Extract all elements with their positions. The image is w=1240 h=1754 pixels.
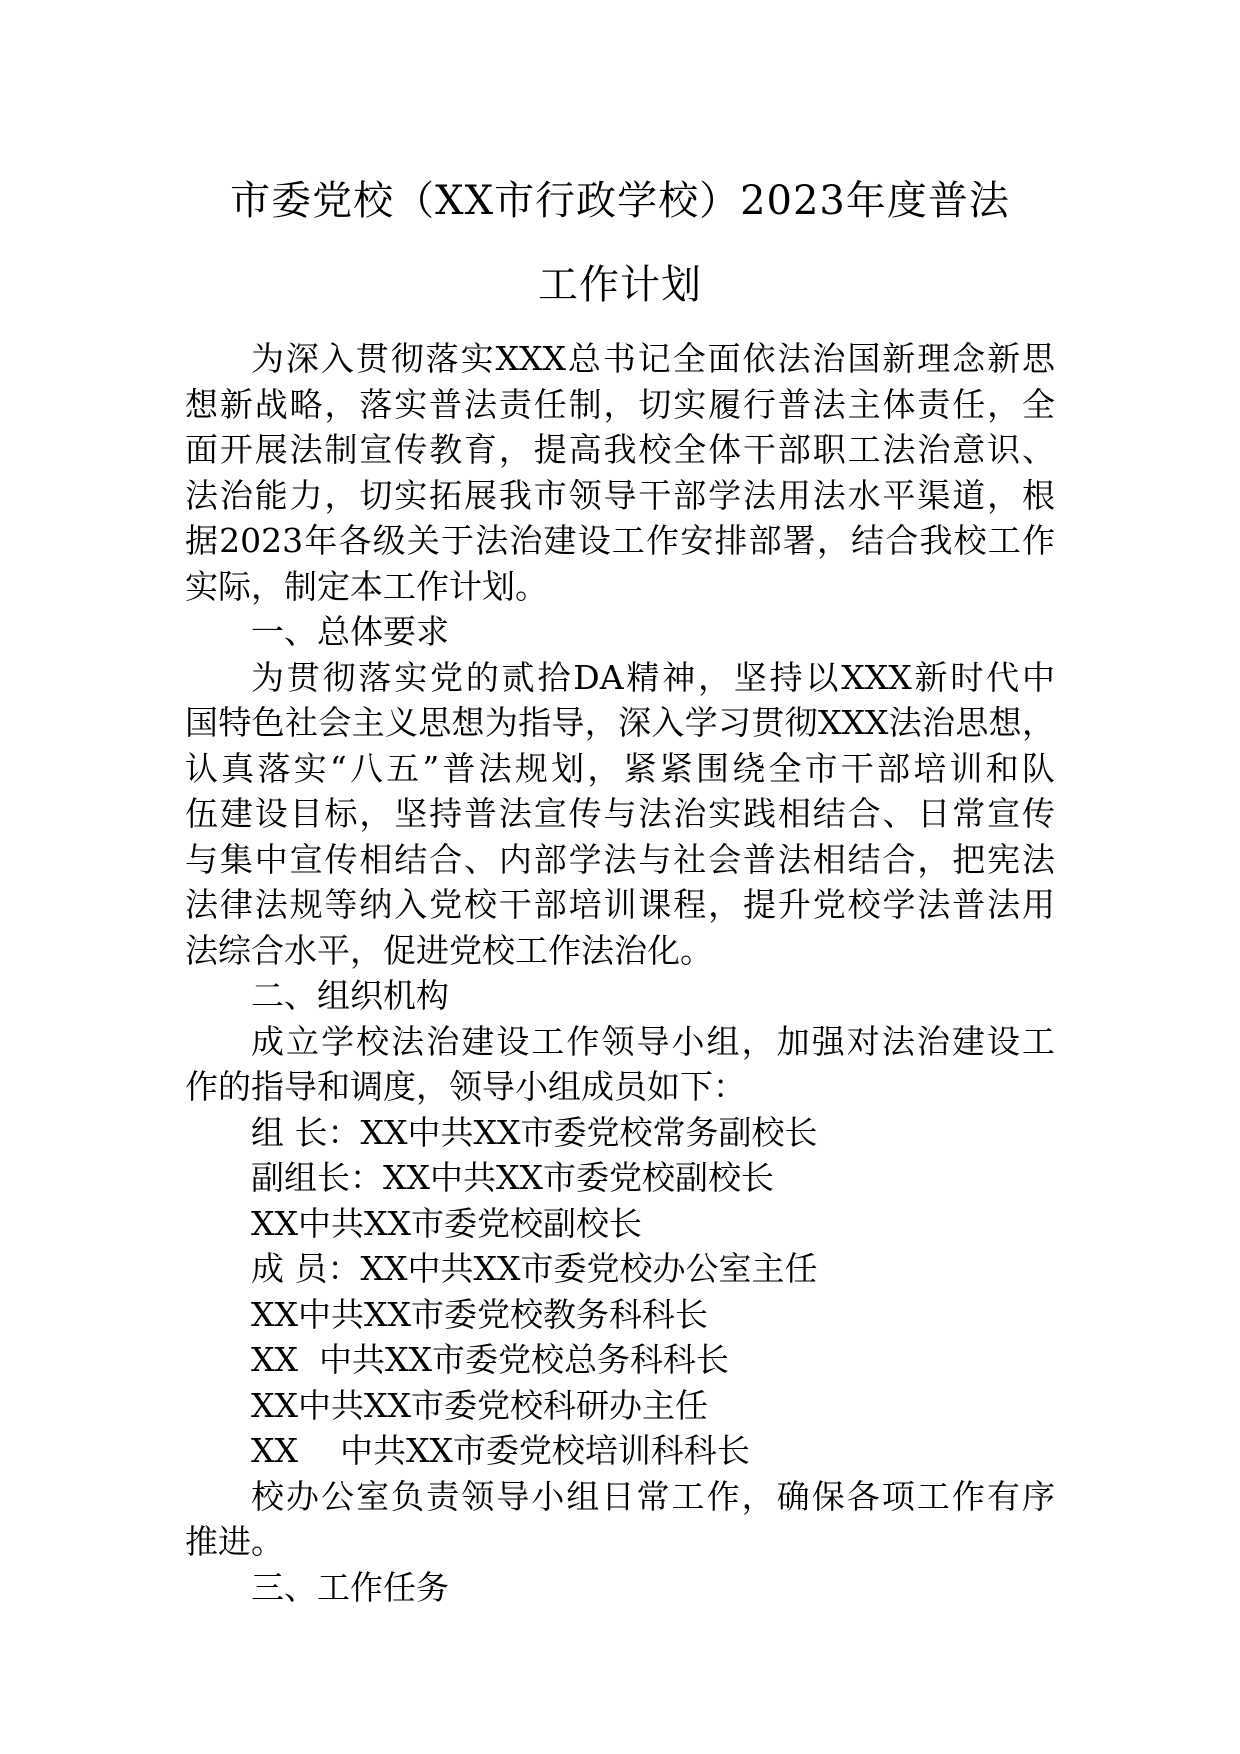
section1-line: 认真落实“八五”普法规划，紧紧围绕全市干部培训和队 — [185, 748, 1055, 788]
section1-line: 法律法规等纳入党校干部培训课程，提升党校学法普法用 — [185, 885, 1055, 924]
document-body — [185, 336, 1055, 1610]
member-entry: 成 员：XX中共XX市委党校办公室主任 — [251, 1249, 818, 1288]
member-entry: XX 中共XX市委党校培训科科长 — [251, 1431, 750, 1470]
section-heading-3: 三、工作任务 — [251, 1567, 449, 1607]
intro-line: 法治能力，切实拓展我市领导干部学法用法水平渠道，根 — [185, 475, 1055, 515]
member-entry: 副组长：XX中共XX市委党校副校长 — [251, 1158, 774, 1197]
member-entry: XX中共XX市委党校教务科科长 — [251, 1294, 708, 1334]
document-title-line-1: 市委党校（XX市行政学校）2023年度普法 — [230, 178, 1010, 224]
member-entry: XX 中共XX市委党校总务科科长 — [251, 1340, 729, 1379]
section1-line: 为贯彻落实党的贰拾DA精神，坚持以XXX新时代中 — [251, 657, 1055, 697]
intro-line: 实际，制定本工作计划。 — [185, 566, 548, 606]
member-entry: 组 长：XX中共XX市委党校常务副校长 — [251, 1112, 818, 1152]
intro-line: 为深入贯彻落实XXX总书记全面依法治国新理念新思 — [251, 339, 1055, 378]
section1-line: 与集中宣传相结合、内部学法与社会普法相结合，把宪法 — [185, 839, 1055, 879]
section1-line: 法综合水平，促进党校工作法治化。 — [185, 930, 713, 970]
section2-closing-line: 校办公室负责领导小组日常工作，确保各项工作有序 — [251, 1476, 1055, 1516]
section2-line: 作的指导和调度，领导小组成员如下： — [185, 1067, 746, 1106]
document-title-line-2: 工作计划 — [538, 262, 702, 308]
section1-line: 国特色社会主义思想为指导，深入学习贯彻XXX法治思想， — [185, 703, 1055, 742]
section2-closing-line: 推进。 — [185, 1522, 284, 1561]
section-heading-1: 一、总体要求 — [251, 612, 449, 651]
section-heading-2: 二、组织机构 — [251, 976, 449, 1015]
member-entry: XX中共XX市委党校副校长 — [251, 1203, 642, 1243]
intro-line: 据2023年各级关于法治建设工作安排部署，结合我校工作 — [185, 521, 1055, 560]
member-entry: XX中共XX市委党校科研办主任 — [251, 1385, 708, 1425]
section1-line: 伍建设目标，坚持普法宣传与法治实践相结合、日常宣传 — [185, 794, 1055, 833]
intro-line: 想新战略，落实普法责任制，切实履行普法主体责任，全 — [185, 384, 1055, 424]
section2-line: 成立学校法治建设工作领导小组，加强对法治建设工 — [251, 1021, 1055, 1061]
intro-line: 面开展法制宣传教育，提高我校全体干部职工法治意识、 — [185, 430, 1055, 469]
